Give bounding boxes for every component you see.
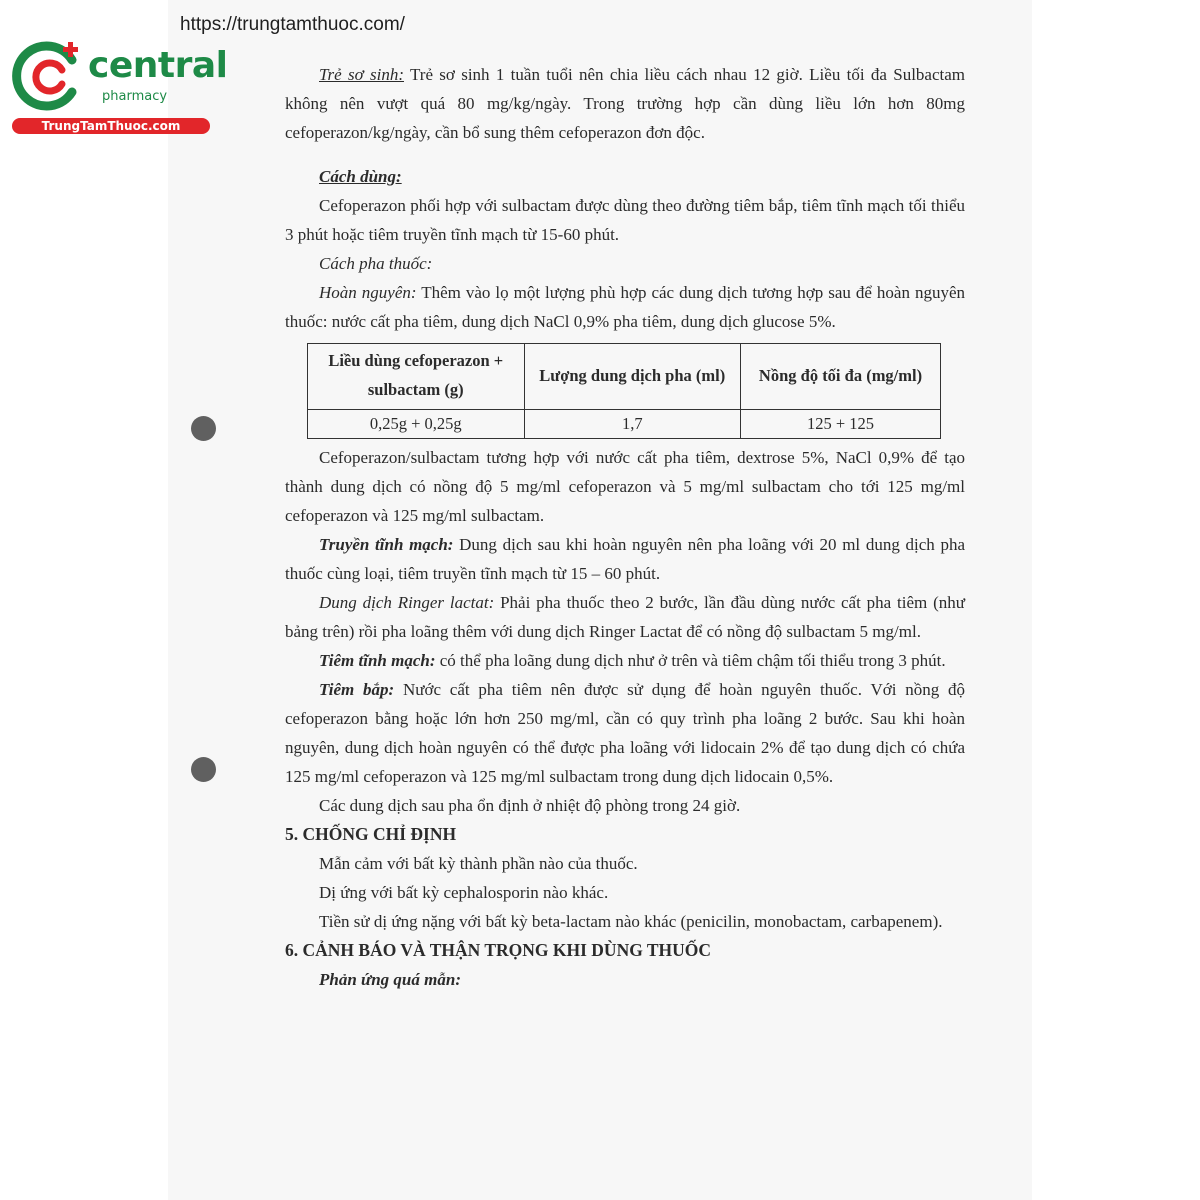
table-cell: 0,25g + 0,25g <box>308 410 525 439</box>
table-cell: 1,7 <box>524 410 741 439</box>
central-pharmacy-logo-icon <box>10 38 86 114</box>
table-header-cell: Liều dùng cefoperazon + sulbactam (g) <box>308 344 525 410</box>
paragraph-cach-dung: Cefoperazon phối hợp với sulbactam được dùng theo đường tiêm bắp, tiêm tĩnh mạch tối thiểu 3 phút hoặc tiêm truyền tĩnh mạch từ 15-60 phút. <box>285 196 965 244</box>
paragraph-tuong-hop: Cefoperazon/sulbactam tương hợp với nước cất pha tiêm, dextrose 5%, NaCl 0,9% để tạo thành dung dịch có nồng độ 5 mg/ml cefoperazon và 5 mg/ml sulbactam cho tới 125 mg/ml cefoperazon và 125 mg/ml sulbactam. <box>285 448 965 525</box>
section-6-heading: 6. CẢNH BÁO VÀ THẬN TRỌNG KHI DÙNG THUỐC <box>285 940 712 960</box>
punch-hole <box>191 757 216 782</box>
list-item: Dị ứng với bất kỳ cephalosporin nào khác. <box>319 883 609 902</box>
table-header-cell: Lượng dung dịch pha (ml) <box>524 344 741 410</box>
table-row <box>308 410 941 439</box>
table-header-cell: Nồng độ tối đa (mg/ml) <box>741 344 941 410</box>
punch-hole <box>191 416 216 441</box>
label-cach-pha: Cách pha thuốc: <box>319 254 433 273</box>
paragraph-newborn <box>285 60 965 147</box>
logo-subtitle: pharmacy <box>102 89 168 104</box>
paragraph-tiem-tinh-mach: Tiêm tĩnh mạch: có thể pha loãng dung dịch như ở trên và tiêm chậm tối thiểu trong 3 phút. <box>319 651 946 670</box>
heading-phan-ung: Phản ứng quá mẫn: <box>319 970 461 989</box>
dosage-table <box>307 343 941 439</box>
brand-logo[interactable] <box>10 38 228 138</box>
paragraph-ringer: Dung dịch Ringer lactat: Phải pha thuốc theo 2 bước, lần đầu dùng nước cất pha tiêm (như bảng trên) rồi pha loãng thêm với dung dịch Ringer Lactat để có nồng độ sulbactam 5 mg/ml. <box>285 593 965 641</box>
source-url[interactable]: https://trungtamthuoc.com/ <box>180 14 405 35</box>
paragraph-on-dinh: Các dung dịch sau pha ổn định ở nhiệt độ phòng trong 24 giờ. <box>319 796 741 815</box>
logo-wordmark: central <box>88 45 228 86</box>
document-body <box>285 60 965 994</box>
list-item: Mẫn cảm với bất kỳ thành phần nào của thuốc. <box>319 854 638 873</box>
heading-cach-dung: Cách dùng: <box>319 167 402 186</box>
newborn-text: Trẻ sơ sinh 1 tuần tuổi nên chia liều cách nhau 12 giờ. Liều tối đa Sulbactam không nên vượt quá 80 mg/kg/ngày. Trong trường hợp cần dùng liều lớn hơn 80mg cefoperazon/kg/ngày, cần bổ sung thêm cefoperazon đơn độc. <box>285 65 966 142</box>
table-cell: 125 + 125 <box>741 410 941 439</box>
paragraph-truyen-tinh-mach: Truyền tĩnh mạch: Dung dịch sau khi hoàn nguyên nên pha loãng với 20 ml dung dịch pha thuốc cùng loại, tiêm truyền tĩnh mạch từ 15 – 60 phút. <box>285 535 965 583</box>
paragraph-hoan-nguyen: Hoàn nguyên: Thêm vào lọ một lượng phù hợp các dung dịch tương hợp sau để hoàn nguyên thuốc: nước cất pha tiêm, dung dịch NaCl 0,9% pha tiêm, dung dịch glucose 5%. <box>285 283 965 331</box>
paragraph-tiem-bap: Tiêm bắp: Nước cất pha tiêm nên được sử dụng để hoàn nguyên thuốc. Với nồng độ cefoperazon bằng hoặc lớn hơn 250 mg/ml, cần có quy trình pha loãng 2 bước. Sau khi hoàn nguyên, dung dịch hoàn nguyên có thể được pha loãng với lidocain 2% để tạo dung dịch có chứa 125 mg/ml cefoperazon và 125 mg/ml sulbactam trong dung dịch lidocain 0,5%. <box>285 680 966 786</box>
list-item: Tiền sử dị ứng nặng với bất kỳ beta-lactam nào khác (penicilin, monobactam, carbapenem). <box>319 912 943 931</box>
section-5-heading: 5. CHỐNG CHỈ ĐỊNH <box>285 824 457 844</box>
logo-site-banner: TrungTamThuoc.com <box>12 118 210 134</box>
table-header-row <box>308 344 941 410</box>
newborn-label: Trẻ sơ sinh: <box>319 65 404 84</box>
